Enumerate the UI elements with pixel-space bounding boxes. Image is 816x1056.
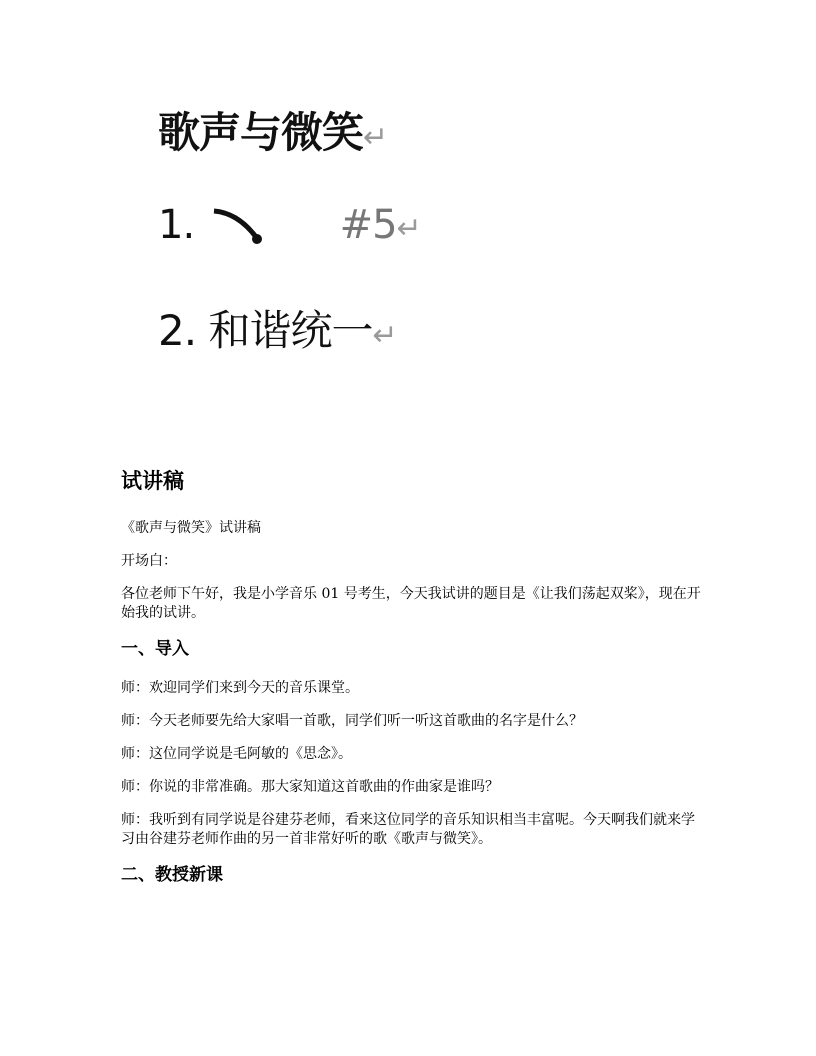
board-song-title-text: 歌声与微笑 [158, 108, 364, 157]
dialogue-line: 师：今天老师要先给大家唱一首歌，同学们听一听这首歌曲的名字是什么？ [121, 713, 583, 729]
return-mark-icon: ↵ [396, 211, 421, 246]
document-title: 试讲稿 [121, 469, 184, 493]
board-point-2-text: 和谐统一 [208, 306, 373, 355]
opening-paragraph: 各位老师下午好，我是小学音乐 01 号考生，今天我试讲的题目是《让我们荡起双桨》，现在开始我的试讲。 [121, 586, 701, 621]
opening-label: 开场白： [121, 553, 177, 569]
return-mark-icon: ↵ [372, 318, 397, 353]
board-point-1-number: 1. [158, 202, 195, 248]
document-subtitle: 《歌声与微笑》试讲稿 [121, 520, 261, 536]
board-point-2 [158, 298, 397, 358]
dialogue-line: 师：欢迎同学们来到今天的音乐课堂。 [121, 680, 359, 696]
section-heading-intro: 一、导入 [121, 639, 189, 659]
board-pitch-mark: #5 [339, 202, 397, 248]
board-point-1 [158, 202, 421, 248]
blackboard-image [150, 90, 470, 370]
board-point-2-number: 2. [158, 306, 197, 355]
dialogue-line: 师：我听到有同学说是谷建芬老师，看来这位同学的音乐知识相当丰富呢。今天啊我们就来学习由谷建芬老师作曲的另一首非常好听的歌《歌声与微笑》。 [121, 812, 695, 847]
section-heading-new-lesson: 二、教授新课 [121, 865, 223, 885]
dialogue-line: 师：你说的非常准确。那大家知道这首歌曲的作曲家是谁吗？ [121, 779, 499, 795]
curved-down-right-arrow-icon [210, 207, 270, 247]
dialogue-line: 师：这位同学说是毛阿敏的《思念》。 [121, 746, 352, 762]
board-song-title [158, 100, 387, 160]
return-mark-icon: ↵ [363, 120, 388, 155]
document-body [121, 465, 701, 905]
